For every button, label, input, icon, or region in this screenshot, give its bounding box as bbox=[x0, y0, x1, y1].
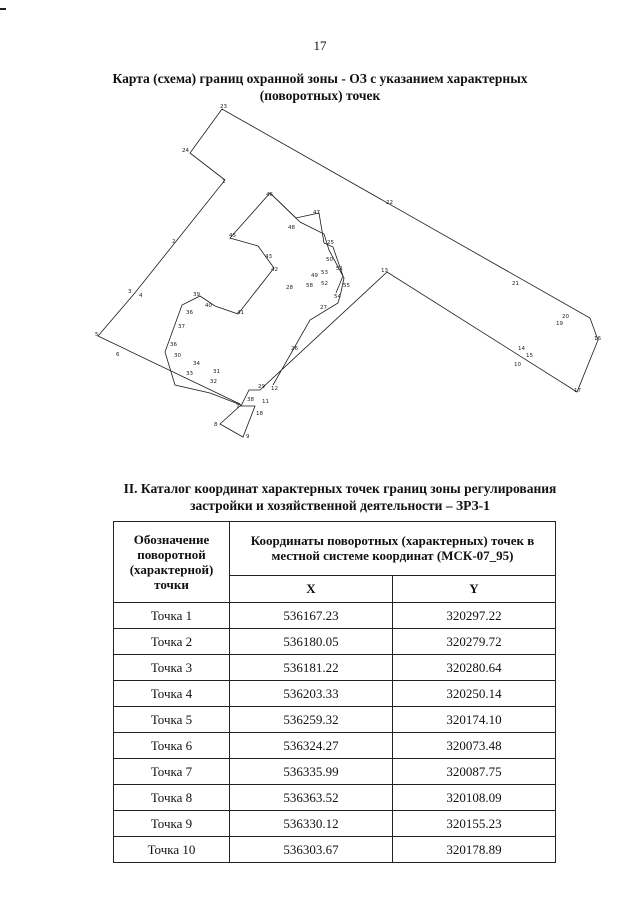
point-label: 51 bbox=[336, 266, 343, 272]
point-label: 50 bbox=[326, 257, 333, 263]
point-label: 32 bbox=[210, 379, 217, 385]
point-label: 16 bbox=[594, 336, 601, 342]
point-label: 39 bbox=[193, 292, 200, 298]
point-label: 55 bbox=[343, 283, 350, 289]
point-label: 15 bbox=[526, 353, 533, 359]
point-label: 27 bbox=[320, 305, 327, 311]
point-label: 49 bbox=[311, 273, 318, 279]
point-label: 36 bbox=[186, 310, 193, 316]
map-title-line-1: Карта (схема) границ охранной зоны - ОЗ с указанием характерных bbox=[112, 71, 528, 86]
point-name-cell: Точка 1 bbox=[114, 603, 230, 629]
point-label: 26 bbox=[291, 346, 298, 352]
point-label: 7 bbox=[236, 404, 240, 410]
y-coordinate-cell: 320155.23 bbox=[392, 811, 555, 837]
y-coordinate-cell: 320279.72 bbox=[392, 629, 555, 655]
point-label: 48 bbox=[288, 225, 295, 231]
x-coordinate-cell: 536324.27 bbox=[230, 733, 393, 759]
header-coordinates: Координаты поворотных (характерных) точек в местной системе координат (МСК-07_95) bbox=[230, 522, 556, 576]
point-label: 43 bbox=[265, 254, 272, 260]
point-label: 36 bbox=[170, 342, 177, 348]
point-label: 14 bbox=[518, 346, 525, 352]
table-row bbox=[114, 707, 556, 733]
point-label: 17 bbox=[574, 388, 581, 394]
point-label: 8 bbox=[214, 422, 218, 428]
x-coordinate-cell: 536259.32 bbox=[230, 707, 393, 733]
point-label: 38 bbox=[247, 397, 254, 403]
point-label: 41 bbox=[237, 310, 244, 316]
scan-corner-mark bbox=[0, 8, 6, 10]
point-label: 1 bbox=[222, 179, 226, 185]
point-label: 9 bbox=[246, 434, 250, 440]
point-label: 46 bbox=[266, 192, 273, 198]
point-name-cell: Точка 7 bbox=[114, 759, 230, 785]
x-coordinate-cell: 536167.23 bbox=[230, 603, 393, 629]
table-row bbox=[114, 759, 556, 785]
point-label: 5 bbox=[95, 332, 99, 338]
catalog-title-line-2: застройки и хозяйственной деятельности – ЗРЗ-1 bbox=[190, 498, 490, 513]
point-label: 29 bbox=[258, 384, 265, 390]
catalog-title-line-1: II. Каталог координат характерных точек границ зоны регулирования bbox=[123, 481, 557, 496]
point-label: 30 bbox=[174, 353, 181, 359]
point-label: 33 bbox=[186, 371, 193, 377]
table-row bbox=[114, 629, 556, 655]
point-name-cell: Точка 6 bbox=[114, 733, 230, 759]
table-row bbox=[114, 837, 556, 863]
table-header-row bbox=[114, 522, 556, 576]
boundary-scheme-map bbox=[0, 100, 640, 450]
x-coordinate-cell: 536335.99 bbox=[230, 759, 393, 785]
point-label: 25 bbox=[327, 240, 334, 246]
x-coordinate-cell: 536303.67 bbox=[230, 837, 393, 863]
table-row bbox=[114, 811, 556, 837]
y-coordinate-cell: 320108.09 bbox=[392, 785, 555, 811]
table-row bbox=[114, 785, 556, 811]
point-label: 11 bbox=[262, 399, 269, 405]
point-label: 37 bbox=[178, 324, 185, 330]
catalog-title bbox=[90, 480, 590, 514]
header-y: Y bbox=[392, 575, 555, 602]
point-label: 53 bbox=[321, 270, 328, 276]
point-label: 18 bbox=[256, 411, 263, 417]
point-label: 6 bbox=[116, 352, 120, 358]
point-label: 12 bbox=[271, 386, 278, 392]
point-label: 42 bbox=[271, 267, 278, 273]
point-label: 19 bbox=[556, 321, 563, 327]
y-coordinate-cell: 320178.89 bbox=[392, 837, 555, 863]
point-label: 54 bbox=[334, 294, 341, 300]
x-coordinate-cell: 536363.52 bbox=[230, 785, 393, 811]
x-coordinate-cell: 536180.05 bbox=[230, 629, 393, 655]
x-coordinate-cell: 536181.22 bbox=[230, 655, 393, 681]
point-name-cell: Точка 4 bbox=[114, 681, 230, 707]
y-coordinate-cell: 320087.75 bbox=[392, 759, 555, 785]
point-label: 31 bbox=[213, 369, 220, 375]
point-label: 47 bbox=[313, 210, 320, 216]
point-label: 3 bbox=[128, 289, 132, 295]
point-label: 22 bbox=[386, 200, 393, 206]
point-name-cell: Точка 5 bbox=[114, 707, 230, 733]
point-name-cell: Точка 3 bbox=[114, 655, 230, 681]
page-number: 17 bbox=[313, 38, 327, 53]
header-x: X bbox=[230, 575, 393, 602]
point-name-cell: Точка 2 bbox=[114, 629, 230, 655]
point-label: 28 bbox=[286, 285, 293, 291]
y-coordinate-cell: 320280.64 bbox=[392, 655, 555, 681]
y-coordinate-cell: 320174.10 bbox=[392, 707, 555, 733]
map-title-line-2: (поворотных) точек bbox=[259, 88, 381, 103]
point-label: 58 bbox=[306, 283, 313, 289]
point-label: 34 bbox=[193, 361, 200, 367]
x-coordinate-cell: 536330.12 bbox=[230, 811, 393, 837]
table-row bbox=[114, 733, 556, 759]
header-point-designation: Обозначение поворотной (характерной) точки bbox=[114, 522, 230, 603]
table-row bbox=[114, 603, 556, 629]
point-label: 52 bbox=[321, 281, 328, 287]
point-label: 40 bbox=[205, 303, 212, 309]
point-name-cell: Точка 9 bbox=[114, 811, 230, 837]
point-name-cell: Точка 10 bbox=[114, 837, 230, 863]
y-coordinate-cell: 320073.48 bbox=[392, 733, 555, 759]
point-label: 4 bbox=[139, 293, 143, 299]
y-coordinate-cell: 320250.14 bbox=[392, 681, 555, 707]
y-coordinate-cell: 320297.22 bbox=[392, 603, 555, 629]
table-row bbox=[114, 681, 556, 707]
table-row bbox=[114, 655, 556, 681]
map-title bbox=[80, 70, 560, 104]
point-label: 13 bbox=[381, 268, 388, 274]
point-name-cell: Точка 8 bbox=[114, 785, 230, 811]
coordinates-catalog-table bbox=[113, 521, 556, 863]
point-label: 20 bbox=[562, 314, 569, 320]
point-label: 21 bbox=[512, 281, 519, 287]
point-label: 10 bbox=[514, 362, 521, 368]
x-coordinate-cell: 536203.33 bbox=[230, 681, 393, 707]
point-label: 24 bbox=[182, 148, 189, 154]
point-label: 2 bbox=[172, 239, 176, 245]
outer-boundary-line bbox=[98, 109, 598, 437]
point-label: 23 bbox=[220, 104, 227, 110]
point-label: 45 bbox=[229, 233, 236, 239]
